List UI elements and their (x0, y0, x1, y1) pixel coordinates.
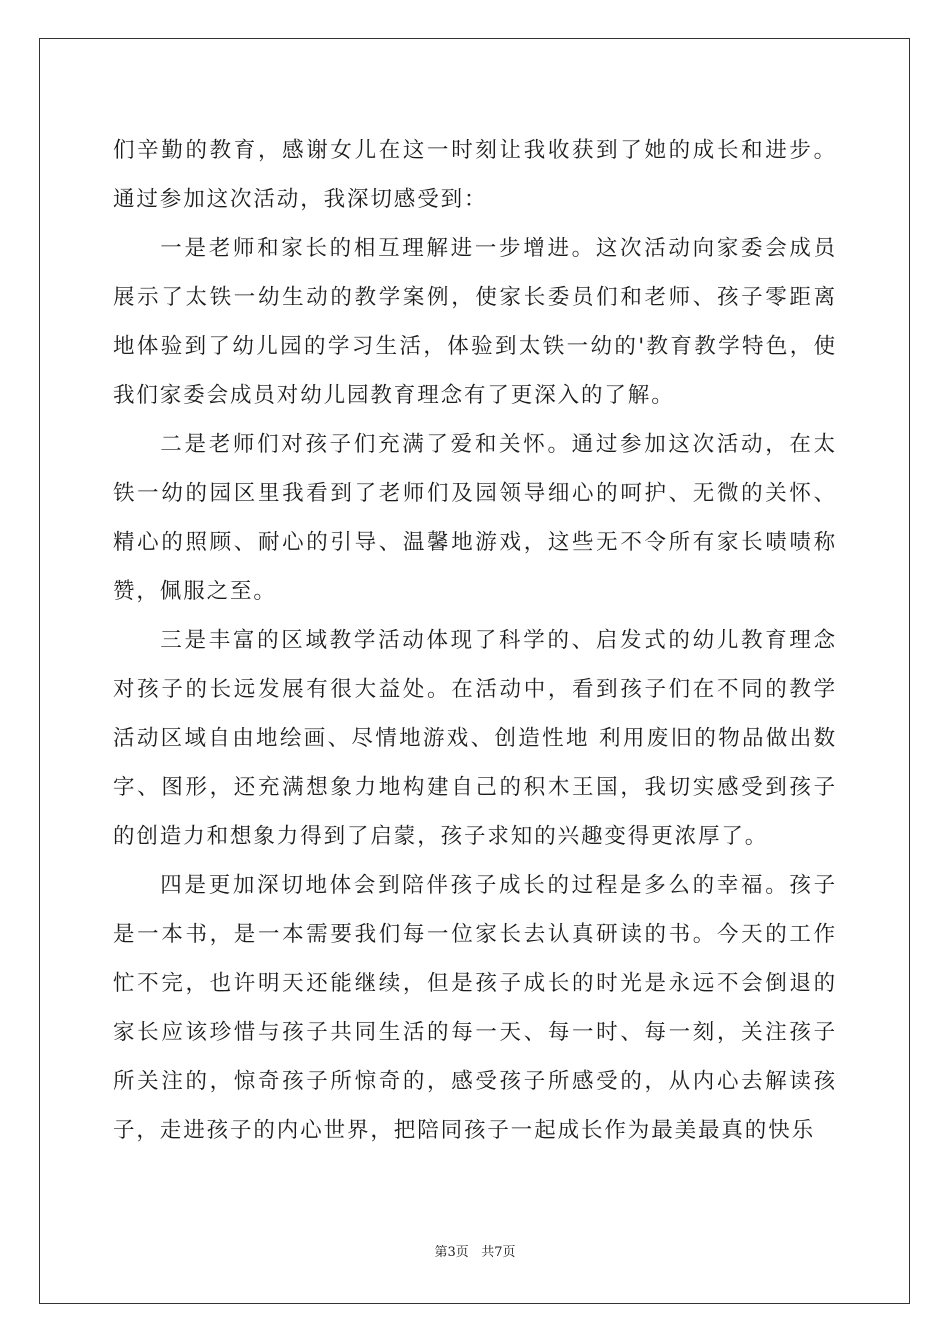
page-footer (0, 1241, 950, 1260)
paragraph-4: 三是丰富的区域教学活动体现了科学的、启发式的幼儿教育理念对孩子的长远发展有很大益处。在活动中，看到孩子们在不同的教学活动区域自由地绘画、尽情地游戏、创造性地 利用废旧的物品做出数字、图形，还充满想象力地构建自己的积木王国，我切实感受到孩子的创造力和想象力得到了启蒙，孩子求知的兴趣变得更浓厚了。 (113, 628, 837, 849)
paragraph-2: 一是老师和家长的相互理解进一步增进。这次活动向家委会成员展示了太铁一幼生动的教学案例，使家长委员们和老师、孩子零距离地体验到了幼儿园的学习生活，体验到太铁一幼的'教育教学特色，使我们家委会成员对幼儿园教育理念有了更深入的了解。 (113, 236, 837, 408)
page-total: 共7页 (481, 1245, 516, 1260)
page-number: 第3页 (434, 1245, 469, 1260)
document-body (113, 126, 837, 1155)
paragraph-1: 们辛勤的教育，感谢女儿在这一时刻让我收获到了她的成长和进步。通过参加这次活动，我深切感受到： (113, 138, 837, 212)
paragraph-3: 二是老师们对孩子们充满了爱和关怀。通过参加这次活动，在太铁一幼的园区里我看到了老师们及园领导细心的呵护、无微的关怀、精心的照顾、耐心的引导、温馨地游戏，这些无不令所有家长啧啧称赞，佩服之至。 (113, 432, 837, 604)
paragraph-5: 四是更加深切地体会到陪伴孩子成长的过程是多么的幸福。孩子是一本书，是一本需要我们每一位家长去认真研读的书。今天的工作忙不完，也许明天还能继续，但是孩子成长的时光是永远不会倒退的家长应该珍惜与孩子共同生活的每一天、每一时、每一刻，关注孩子所关注的，惊奇孩子所惊奇的，感受孩子所感受的，从内心去解读孩子，走进孩子的内心世界，把陪同孩子一起成长作为最美最真的快乐 (113, 873, 837, 1143)
